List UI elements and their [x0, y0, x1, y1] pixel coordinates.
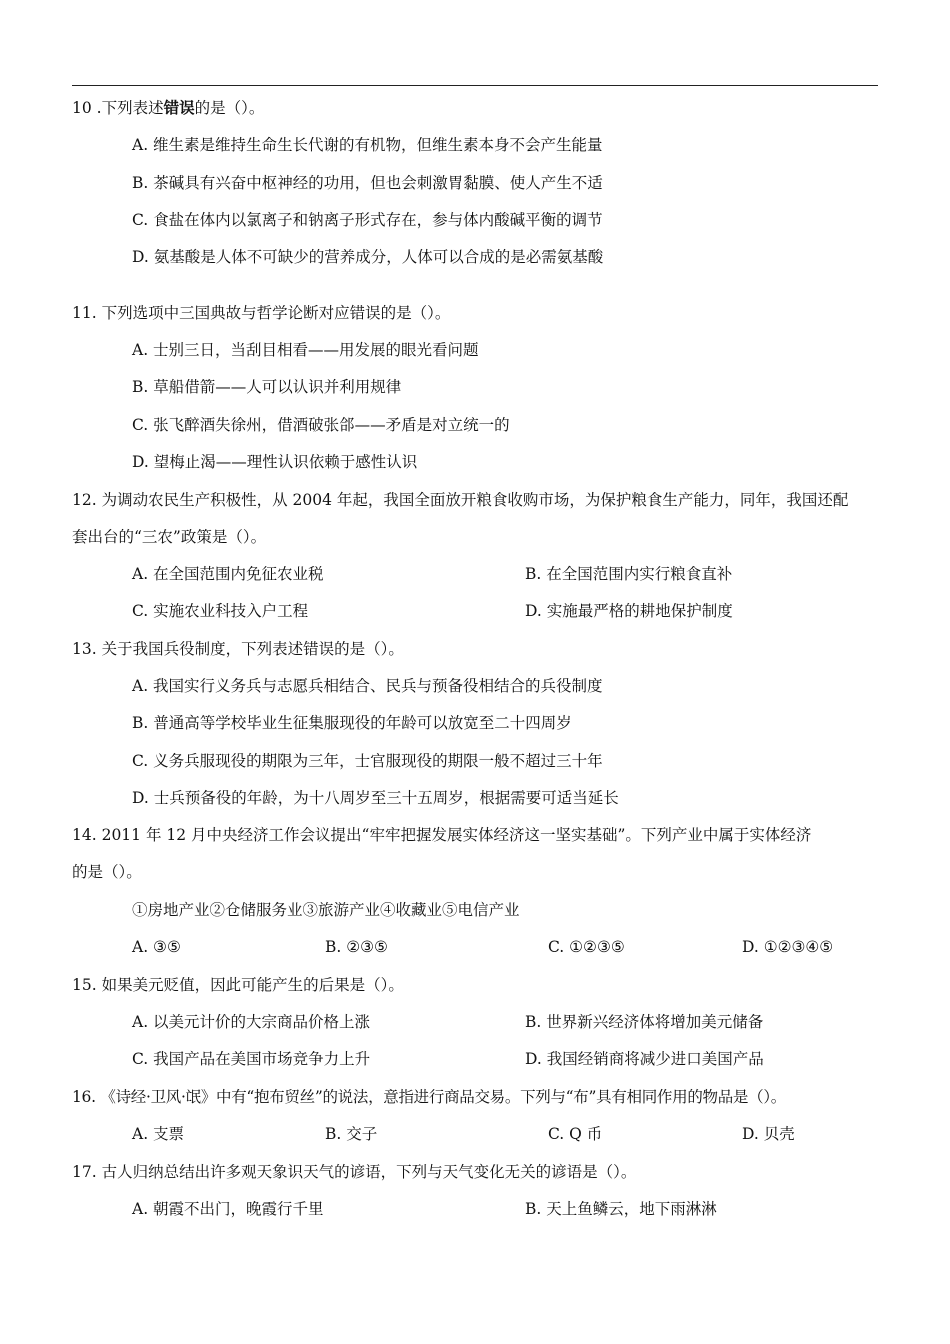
- q10-stem-post: 的是（）。: [194, 99, 265, 117]
- question-17-stem: 17. 古人归纳总结出许多观天象识天气的谚语，下列与天气变化无关的谚语是（）。: [72, 1163, 637, 1181]
- q10-option-d: D. 氨基酸是人体不可缺少的营养成分，人体可以合成的是必需氨基酸: [132, 248, 604, 266]
- question-15-stem: 15. 如果美元贬值，因此可能产生的后果是（）。: [72, 976, 404, 994]
- q16-option-b: B. 交子: [325, 1125, 378, 1143]
- q15-option-c: C. 我国产品在美国市场竞争力上升: [132, 1050, 371, 1068]
- q12-option-a: A. 在全国范围内免征农业税: [132, 565, 324, 583]
- q10-option-c: C. 食盐在体内以氯离子和钠离子形式存在，参与体内酸碱平衡的调节: [132, 211, 603, 229]
- q15-option-a: A. 以美元计价的大宗商品价格上涨: [132, 1013, 371, 1031]
- question-13-stem: 13. 关于我国兵役制度，下列表述错误的是（）。: [72, 640, 404, 658]
- q11-option-a: A. 士别三日，当刮目相看——用发展的眼光看问题: [132, 341, 479, 359]
- q16-option-d: D. 贝壳: [742, 1125, 795, 1143]
- q14-statement-list: ①房地产业②仓储服务业③旅游产业④收藏业⑤电信产业: [132, 901, 520, 919]
- question-14-stem-line2: 的是（）。: [72, 863, 142, 881]
- q12-option-d: D. 实施最严格的耕地保护制度: [525, 602, 733, 620]
- question-12-stem-line2: 套出台的“三农”政策是（）。: [72, 528, 267, 546]
- q10-option-a: A. 维生素是维持生命生长代谢的有机物，但维生素本身不会产生能量: [132, 136, 603, 154]
- header-rule: [72, 85, 878, 86]
- q15-option-d: D. 我国经销商将减少进口美国产品: [525, 1050, 764, 1068]
- q12-option-c: C. 实施农业科技入户工程: [132, 602, 309, 620]
- question-14-stem-line1: 14. 2011 年 12 月中央经济工作会议提出“牢牢把握发展实体经济这一坚实基础”。下列产业中属于实体经济: [72, 826, 812, 844]
- q13-option-d: D. 士兵预备役的年龄，为十八周岁至三十五周岁，根据需要可适当延长: [132, 789, 619, 807]
- q17-option-a: A. 朝霞不出门，晚霞行千里: [132, 1200, 324, 1218]
- q15-option-b: B. 世界新兴经济体将增加美元储备: [525, 1013, 764, 1031]
- q16-option-c: C. Q 币: [548, 1125, 603, 1143]
- question-12-stem-line1: 12. 为调动农民生产积极性，从 2004 年起，我国全面放开粮食收购市场，为保护粮食生产能力，同年，我国还配: [72, 491, 849, 509]
- q14-option-d: D. ①②③④⑤: [742, 938, 834, 956]
- q12-option-b: B. 在全国范围内实行粮食直补: [525, 565, 733, 583]
- q13-option-a: A. 我国实行义务兵与志愿兵相结合、民兵与预备役相结合的兵役制度: [132, 677, 603, 695]
- q16-option-a: A. 支票: [132, 1125, 185, 1143]
- q14-option-c: C. ①②③⑤: [548, 938, 625, 956]
- q11-option-c: C. 张飞醉酒失徐州，借酒破张郃——矛盾是对立统一的: [132, 416, 510, 434]
- q11-option-d: D. 望梅止渴——理性认识依赖于感性认识: [132, 453, 418, 471]
- q13-option-b: B. 普通高等学校毕业生征集服现役的年龄可以放宽至二十四周岁: [132, 714, 572, 732]
- q10-stem-bold: 错误: [163, 98, 195, 117]
- q10-stem-pre: 10 .下列表述: [72, 99, 164, 117]
- q14-option-b: B. ②③⑤: [325, 938, 388, 956]
- q11-option-b: B. 草船借箭——人可以认识并利用规律: [132, 378, 402, 396]
- q10-option-b: B. 茶碱具有兴奋中枢神经的功用，但也会刺激胃黏膜、使人产生不适: [132, 174, 603, 192]
- q14-option-a: A. ③⑤: [132, 938, 181, 956]
- question-11-stem: 11. 下列选项中三国典故与哲学论断对应错误的是（）。: [72, 304, 451, 322]
- q13-option-c: C. 义务兵服现役的期限为三年，士官服现役的期限一般不超过三十年: [132, 752, 603, 770]
- question-10-stem: [72, 98, 264, 118]
- question-16-stem: 16. 《诗经·卫风·氓》中有“抱布贸丝”的说法，意指进行商品交易。下列与“布”具有相同作用的物品是（）。: [72, 1088, 786, 1106]
- q17-option-b: B. 天上鱼鳞云，地下雨淋淋: [525, 1200, 717, 1218]
